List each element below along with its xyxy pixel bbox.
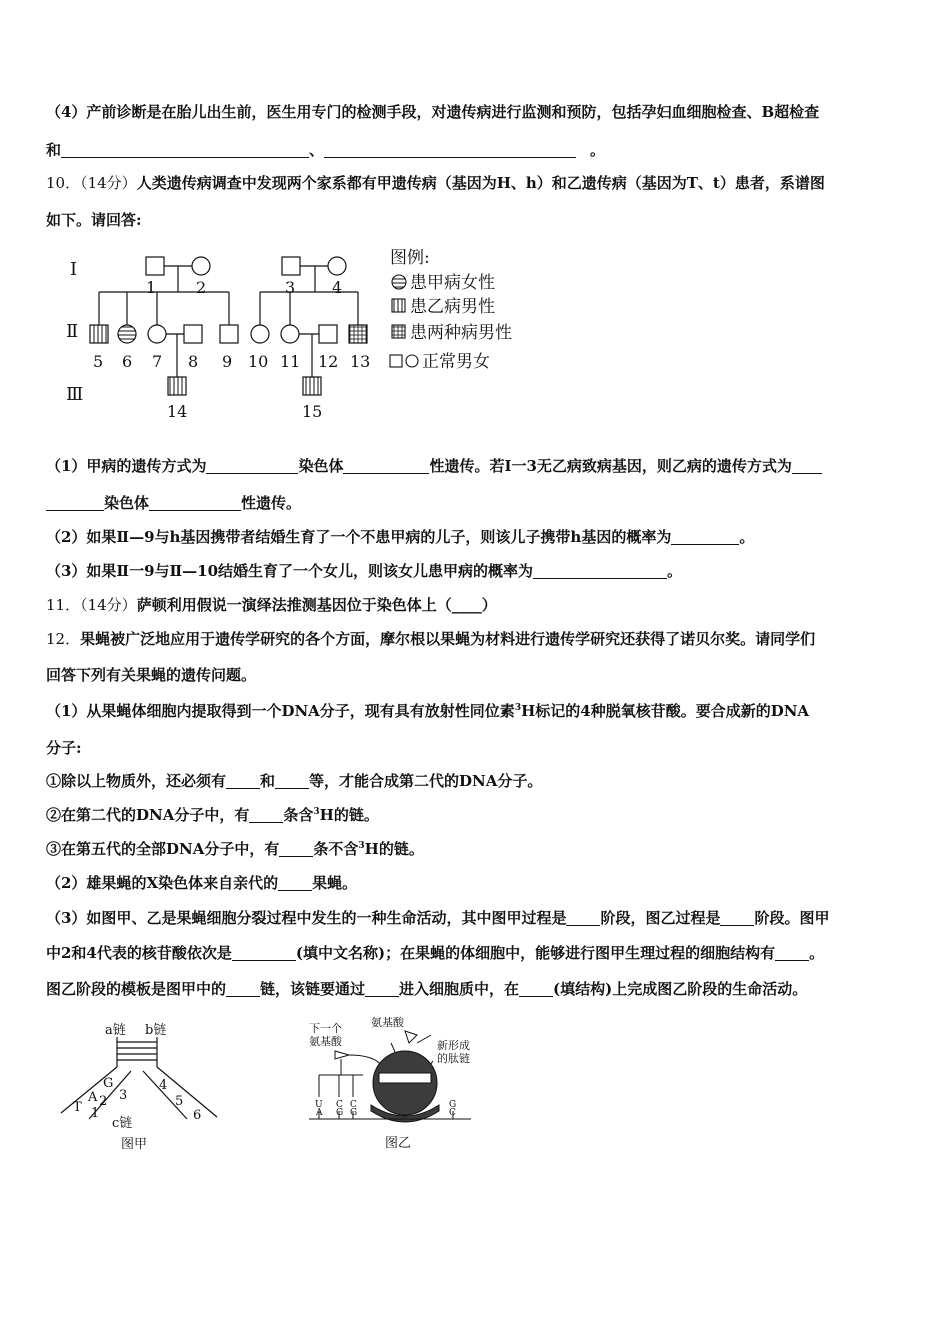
text-segment: 性遗传。 <box>241 494 302 512</box>
base-number: 6 <box>193 1108 202 1123</box>
codon-base: G <box>350 1108 358 1118</box>
text-segment: 染色体 <box>298 457 344 475</box>
answer-blank[interactable] <box>249 806 283 823</box>
answer-blank[interactable] <box>343 457 429 474</box>
text-segment: （2）雄果蝇的X染色体来自亲代的 <box>46 874 279 892</box>
text-segment: 等，才能合成第二代的DNA分子。 <box>309 772 543 790</box>
generation-label: Ⅲ <box>66 384 84 405</box>
answer-blank[interactable] <box>365 980 399 997</box>
q10-part3 <box>46 560 908 582</box>
individual-number: 1 <box>146 278 157 297</box>
base-number: 4 <box>159 1078 168 1093</box>
text-segment: 和 <box>260 772 276 790</box>
q10-stem-line1 <box>46 172 908 194</box>
legend-normal-male-icon <box>390 355 402 367</box>
q12-part3-line2 <box>46 942 908 964</box>
female-symbol <box>251 325 269 343</box>
base-number: 3 <box>119 1088 128 1103</box>
text-segment: ②在第二代的DNA分子中，有 <box>46 806 250 824</box>
text-segment: 图乙阶段的模板是图甲中的 <box>46 980 227 998</box>
text-segment: 果蝇被广泛地应用于遗传学研究的各个方面，摩尔根以果蝇为材料进行遗传学研究还获得了诺贝尔奖。请同学们 <box>80 630 816 648</box>
trna-icon <box>335 1051 349 1059</box>
individual-number: 6 <box>122 352 133 371</box>
text-segment: ①除以上物质外，还必须有 <box>46 772 227 790</box>
female-symbol <box>148 325 166 343</box>
text-segment: (填中文名称)；在果蝇的体细胞中，能够进行图甲生理过程的细胞结构有 <box>295 944 776 962</box>
individual-number: 8 <box>188 352 199 371</box>
text-segment: H的链。 <box>364 840 424 858</box>
figure-caption: 图乙 <box>385 1136 412 1151</box>
q12-part1-line1 <box>46 700 908 722</box>
strand-label: c链 <box>112 1116 133 1131</box>
individual-number: 15 <box>302 402 323 421</box>
individual-number: 2 <box>196 278 207 297</box>
superscript: 3 <box>358 841 365 851</box>
male-symbol <box>184 325 202 343</box>
label-new-peptide: 的肽链 <box>437 1052 470 1065</box>
text-segment: (填结构)上完成图乙阶段的生命活动。 <box>553 980 808 998</box>
text-segment: H标记的4种脱氧核苷酸。要合成新的DNA <box>521 702 810 720</box>
individual-number: 5 <box>93 352 104 371</box>
answer-blank[interactable] <box>278 874 312 891</box>
legend-item: 患乙病男性 <box>410 297 495 317</box>
answer-blank[interactable] <box>61 141 309 158</box>
q10-stem-text-2: 如下。请回答: <box>46 211 142 229</box>
codon-base: U <box>315 1100 323 1110</box>
female-symbol <box>328 257 346 275</box>
male-disease-b-symbol <box>90 325 108 343</box>
text-segment: 回答下列有关果蝇的遗传问题。 <box>46 666 257 684</box>
q12-stem-line2 <box>46 664 908 686</box>
male-symbol <box>146 257 164 275</box>
male-symbol <box>319 325 337 343</box>
base-number: 1 <box>91 1106 100 1121</box>
answer-blank[interactable] <box>226 980 260 997</box>
ribosome-site <box>379 1073 431 1083</box>
q12-part2 <box>46 872 908 894</box>
q12-stem-line1 <box>46 628 908 650</box>
q12-part1-line2 <box>46 737 908 759</box>
label-next-amino-acid: 下一个 <box>309 1022 342 1035</box>
individual-number: 10 <box>248 352 269 371</box>
text-segment: （1）从果蝇体细胞内提取得到一个DNA分子，现有具有放射性同位素 <box>46 702 515 720</box>
text-segment: （3）如果Ⅱ一9与Ⅱ—10结婚生育了一个女儿，则该女儿患甲病的概率为 <box>46 562 534 580</box>
base-letter: T <box>73 1100 82 1115</box>
text-segment: 染色体 <box>104 494 150 512</box>
text-segment: 阶段，图乙过程是 <box>600 909 721 927</box>
q10-stem-text: 人类遗传病调查中发现两个家系都有甲遗传病（基因为H、h）和乙遗传病（基因为T、t）患者，系谱图 <box>136 174 825 192</box>
text-segment: 进入细胞质中，在 <box>399 980 520 998</box>
text-segment: 。 <box>809 944 825 962</box>
answer-blank[interactable] <box>149 494 241 511</box>
strand-label: b链 <box>145 1023 167 1038</box>
codon-base: C <box>449 1108 456 1118</box>
answer-blank[interactable] <box>775 944 809 961</box>
text-segment: 。 <box>667 562 683 580</box>
male-disease-b-symbol <box>303 377 321 395</box>
answer-blank[interactable] <box>566 909 600 926</box>
legend-male-both-icon <box>392 325 405 338</box>
q9-part4-prefix: 和 <box>46 141 62 159</box>
q12-sub2 <box>46 804 908 826</box>
answer-blank[interactable] <box>206 457 298 474</box>
female-disease-a-symbol <box>118 325 136 343</box>
answer-blank[interactable]: ____ <box>451 596 482 614</box>
answer-blank[interactable] <box>720 909 754 926</box>
text-segment: （1）甲病的遗传方式为 <box>46 457 207 475</box>
generation-label: Ⅱ <box>66 321 79 342</box>
text-segment: （3）如图甲、乙是果蝇细胞分裂过程中发生的一种生命活动，其中图甲过程是 <box>46 909 567 927</box>
text-segment: 阶段。图甲 <box>754 909 830 927</box>
text-segment: 条含 <box>283 806 314 824</box>
q10-part2 <box>46 526 908 548</box>
female-symbol <box>281 325 299 343</box>
text-segment: 萨顿利用假说一演绎法推测基因位于染色体上（ <box>136 596 452 614</box>
answer-blank[interactable] <box>533 562 667 579</box>
q12-sub1 <box>46 770 908 792</box>
base-number: 5 <box>175 1094 184 1109</box>
text-segment: H的链。 <box>319 806 379 824</box>
figure-jia-replication <box>55 1015 235 1155</box>
codon-base: C <box>336 1100 343 1110</box>
codon-base: G <box>336 1108 344 1118</box>
codon-base: G <box>449 1100 457 1110</box>
text-segment: ③在第五代的全部DNA分子中，有 <box>46 840 280 858</box>
individual-number: 7 <box>152 352 163 371</box>
answer-blank[interactable] <box>324 141 576 158</box>
answer-blank[interactable] <box>519 980 553 997</box>
superscript: 3 <box>313 807 320 817</box>
amino-acid-icon <box>405 1031 417 1043</box>
q9-part4-end: 。 <box>590 141 606 159</box>
base-letter: A <box>88 1090 98 1105</box>
q10-part1-line1 <box>46 455 908 477</box>
figure-yi-translation <box>305 1015 475 1155</box>
base-letter: G <box>103 1076 114 1091</box>
text-segment: 。 <box>739 528 755 546</box>
legend-male-disease-b-icon <box>392 299 405 312</box>
answer-blank[interactable] <box>671 528 739 545</box>
figure-caption: 图甲 <box>121 1137 148 1152</box>
answer-blank[interactable] <box>226 772 260 789</box>
male-disease-b-symbol <box>168 377 186 395</box>
legend-item: 患两种病男性 <box>410 323 512 343</box>
label-next-amino-acid: 氨基酸 <box>309 1035 342 1048</box>
q9-part4-text: （4）产前诊断是在胎儿出生前，医生用专门的检测手段，对遗传病进行监测和预防，包括孕妇血细胞检查、B超检查 <box>46 103 820 121</box>
answer-blank[interactable] <box>275 772 309 789</box>
label-new-peptide: 新形成 <box>437 1039 470 1052</box>
female-symbol <box>192 257 210 275</box>
q12-part3-line3 <box>46 978 908 1000</box>
text-segment: 链，该链要通过 <box>260 980 366 998</box>
label-amino-acid: 氨基酸 <box>371 1016 404 1029</box>
individual-number: 9 <box>222 352 233 371</box>
q9-part4-sep: 、 <box>309 141 325 159</box>
superscript: 3 <box>514 703 522 713</box>
text-segment: （2）如果Ⅱ—9与h基因携带者结婚生育了一个不患甲病的儿子，则该儿子携带h基因的概率为 <box>46 528 672 546</box>
individual-number: 3 <box>285 278 296 297</box>
male-both-diseases-symbol <box>349 325 367 343</box>
legend-normal-female-icon <box>406 355 418 367</box>
legend-female-disease-a-icon <box>392 275 406 289</box>
text-segment: 果蝇。 <box>312 874 358 892</box>
question-number: 11．（14分） <box>46 596 137 614</box>
text-segment: 条不含 <box>313 840 359 858</box>
q12-part3-line1 <box>46 907 908 929</box>
text-segment: 中2和4代表的核苷酸依次是 <box>46 944 232 962</box>
text-segment: 性遗传。若Ⅰ一3无乙病致病基因，则乙病的遗传方式为 <box>429 457 792 475</box>
pedigree-figure <box>60 245 540 425</box>
individual-number: 14 <box>167 402 188 421</box>
legend-title: 图例: <box>390 248 430 268</box>
q9-part4-line1 <box>46 101 908 123</box>
answer-blank[interactable] <box>792 457 822 474</box>
answer-blank[interactable] <box>232 944 296 961</box>
strand-label: a链 <box>105 1023 126 1038</box>
answer-blank[interactable] <box>46 494 104 511</box>
base-number: 2 <box>99 1094 108 1109</box>
q10-stem-line2 <box>46 209 908 231</box>
generation-label: Ⅰ <box>70 259 78 280</box>
question-number: 12． <box>46 630 81 648</box>
legend-item: 正常男女 <box>422 352 490 372</box>
codon-base: C <box>350 1100 357 1110</box>
individual-number: 11 <box>280 352 301 371</box>
individual-number: 13 <box>350 352 371 371</box>
question-number: 10．（14分） <box>46 174 137 192</box>
text-segment: ） <box>481 596 497 614</box>
answer-blank[interactable] <box>279 840 313 857</box>
codon-base: A <box>316 1108 323 1118</box>
q12-sub3 <box>46 838 908 860</box>
male-symbol <box>282 257 300 275</box>
legend-item: 患甲病女性 <box>410 273 495 293</box>
text-segment: 分子: <box>46 739 82 757</box>
q9-part4-line2 <box>46 139 908 161</box>
individual-number: 12 <box>318 352 339 371</box>
individual-number: 4 <box>332 278 343 297</box>
male-symbol <box>220 325 238 343</box>
q11-line <box>46 594 908 616</box>
q10-part1-line2 <box>46 492 908 514</box>
